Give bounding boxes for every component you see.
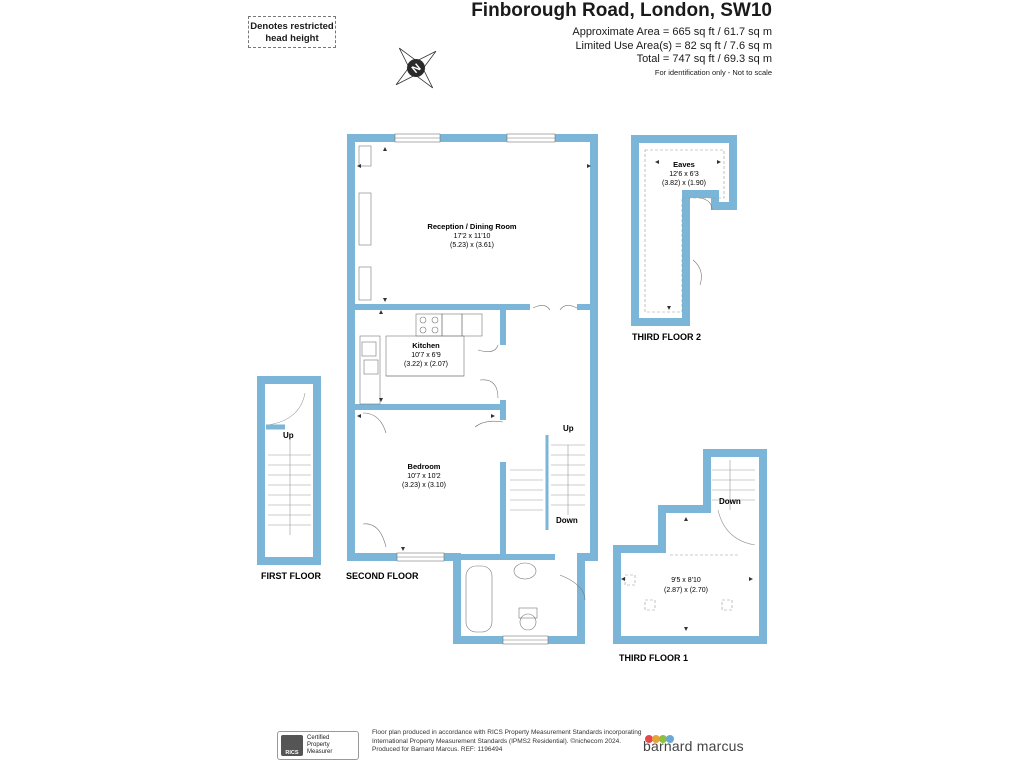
- second-floor-label: SECOND FLOOR: [346, 571, 419, 581]
- eaves-name: Eaves: [673, 160, 695, 169]
- reception-dim-metric: (5.23) x (3.61): [450, 242, 494, 249]
- second-floor-plan: [351, 138, 594, 640]
- reception-dim-imperial: 17'2 x 11'10: [453, 233, 491, 240]
- property-title: Finborough Road, London, SW10: [471, 0, 772, 21]
- third-floor-1-label: THIRD FLOOR 1: [619, 653, 688, 663]
- first-floor-up-label: Up: [283, 431, 294, 440]
- second-floor-up-label: Up: [563, 424, 574, 433]
- rics-logo: RICS: [281, 735, 303, 756]
- rics-text: [307, 735, 332, 756]
- legend-line-1: Denotes restricted: [250, 21, 334, 32]
- bedroom-name: Bedroom: [407, 462, 441, 471]
- third-floor-2-label: THIRD FLOOR 2: [632, 332, 701, 342]
- first-floor-plan: [261, 380, 317, 561]
- kitchen-dim-imperial: 10'7 x 6'9: [411, 352, 441, 359]
- third-floor-1-down-label: Down: [719, 497, 741, 506]
- eaves-dim-imperial: 12'6 x 6'3: [669, 171, 699, 178]
- third-floor-1-plan: [617, 453, 763, 640]
- rics-line-2: Property: [307, 742, 330, 748]
- identification-note: For identification only - Not to scale: [654, 68, 772, 77]
- compass-icon: [393, 45, 439, 91]
- first-floor-label: FIRST FLOOR: [261, 571, 321, 581]
- reception-name: Reception / Dining Room: [427, 222, 517, 231]
- third1-dim-metric: (2.87) x (2.70): [664, 587, 708, 594]
- rics-line-3: Measurer: [307, 749, 333, 755]
- kitchen-name: Kitchen: [412, 341, 440, 350]
- footer-note: Floor plan produced in accordance with RICS Property Measurement Standards incorporating International Property Measurement Standards (IPMS2 Residential). ©nichecom 2024. Produced for Barnard Marcus. REF: 1196494: [372, 729, 642, 753]
- third1-dim-imperial: 9'5 x 8'10: [671, 577, 701, 584]
- legend-line-2: head height: [265, 33, 319, 44]
- second-floor-down-label: Down: [556, 516, 578, 525]
- approx-area: Approximate Area = 665 sq ft / 61.7 sq m: [572, 26, 772, 38]
- eaves-dim-metric: (3.82) x (1.90): [662, 180, 706, 187]
- brand-name: barnard marcus: [643, 738, 744, 754]
- rics-badge: [277, 731, 359, 760]
- bedroom-dim-metric: (3.23) x (3.10): [402, 482, 446, 489]
- kitchen-dim-metric: (3.22) x (2.07): [404, 361, 448, 368]
- second-floor-windows: [395, 134, 555, 644]
- rics-line-1: Certified: [307, 735, 330, 741]
- limited-use-area: Limited Use Area(s) = 82 sq ft / 7.6 sq m: [575, 40, 772, 52]
- compass-letter: N: [409, 61, 424, 76]
- total-area: Total = 747 sq ft / 69.3 sq m: [636, 53, 772, 65]
- bedroom-dim-imperial: 10'7 x 10'2: [407, 473, 441, 480]
